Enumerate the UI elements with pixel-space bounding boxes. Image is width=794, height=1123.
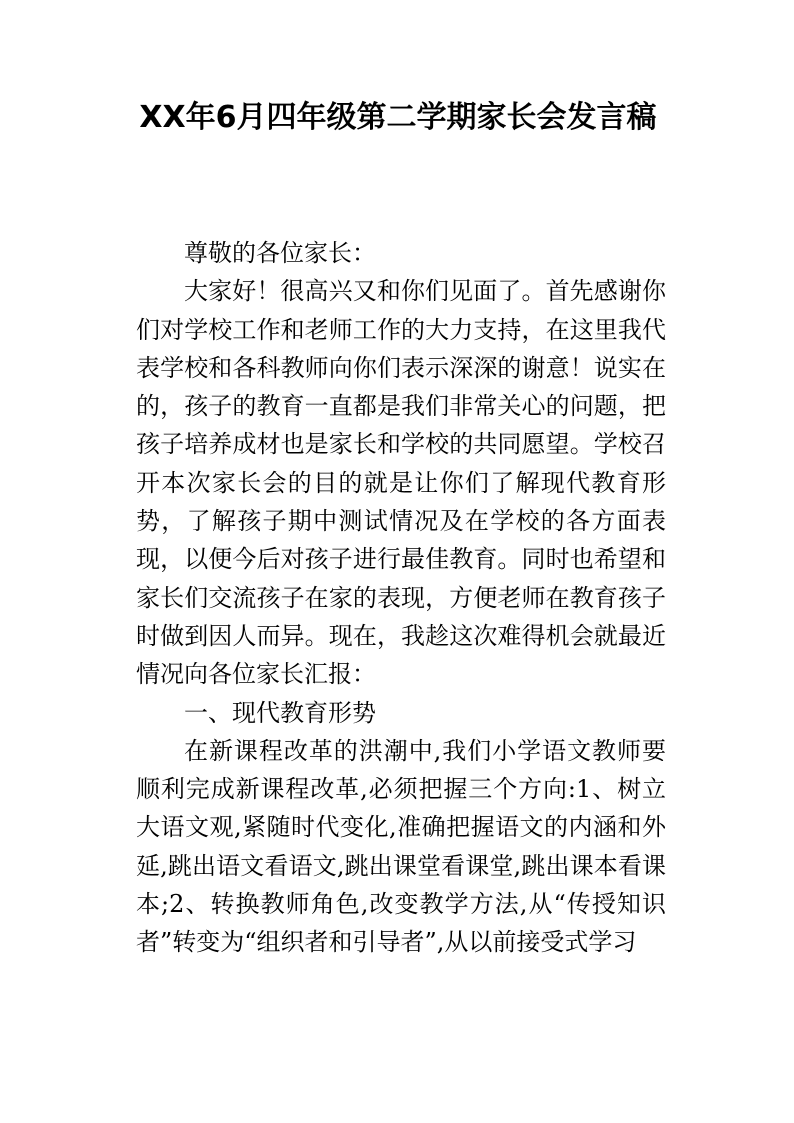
section-heading: 一、现代教育形势 bbox=[184, 698, 376, 727]
document-body bbox=[136, 234, 666, 962]
salutation: 尊敬的各位家长： bbox=[184, 239, 376, 267]
document-title: XX年6月四年级第二学期家长会发言稿 bbox=[139, 100, 657, 135]
paragraph-greeting: 大家好！很高兴又和你们见面了。首先感谢你们对学校工作和老师工作的大力支持，在这里我代表学校和各科教师向你们表示深深的谢意！说实在的，孩子的教育一直都是我们非常关心的问题，把孩子培养成材也是家长和学校的共同愿望。学校召开本次家长会的目的就是让你们了解现代教育形势，了解孩子期中测试情况及在学校的各方面表现，以便今后对孩子进行最佳教育。同时也希望和家长们交流孩子在家的表现，方便老师在教育孩子时做到因人而异。现在，我趁这次难得机会就最近情况向各位家长汇报： bbox=[136, 277, 666, 689]
paragraph-curriculum-reform: 在新课程改革的洪潮中,我们小学语文教师要顺利完成新课程改革,必须把握三个方向:1、树立大语文观,紧随时代变化,准确把握语文的内涵和外延,跳出语文看语文,跳出课堂看课堂,跳出课本看课本;2、转换教师角色,改变教学方法,从“传授知识者”转变为“组织者和引导者”,从以前接受式学习 bbox=[136, 736, 666, 957]
